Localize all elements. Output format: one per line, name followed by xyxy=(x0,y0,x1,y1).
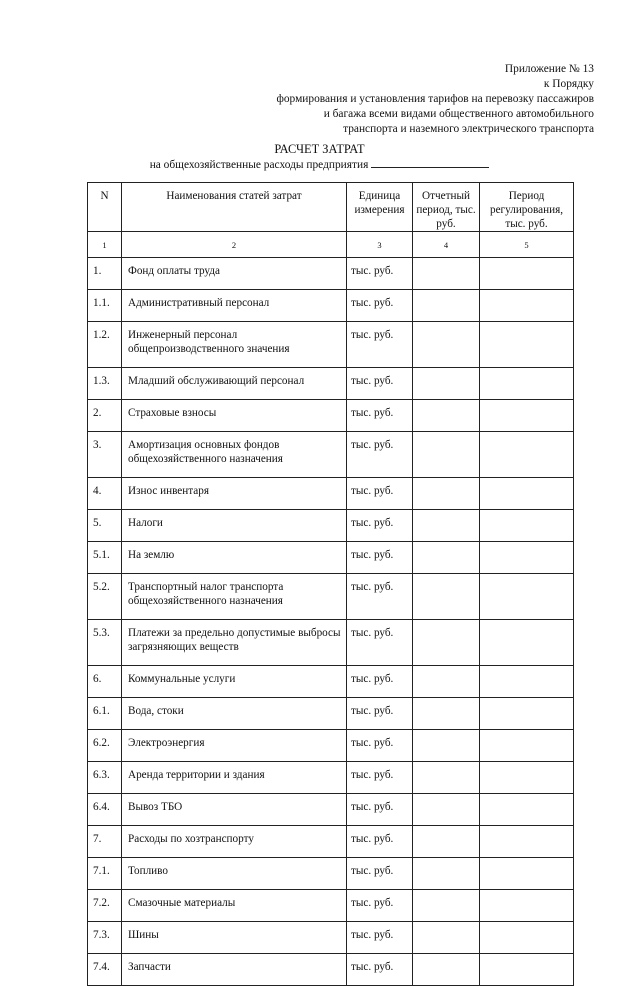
row-name: Топливо xyxy=(122,858,347,890)
row-number: 7.2. xyxy=(88,890,122,922)
row-number: 7. xyxy=(88,826,122,858)
row-reporting-value xyxy=(413,826,480,858)
column-number: 2 xyxy=(122,232,347,258)
table-row xyxy=(88,510,574,542)
table-row xyxy=(88,542,574,574)
row-regulation-value xyxy=(480,322,574,368)
row-reporting-value xyxy=(413,400,480,432)
cost-table xyxy=(87,182,574,986)
row-regulation-value xyxy=(480,620,574,666)
row-number: 7.1. xyxy=(88,858,122,890)
row-reporting-value xyxy=(413,542,480,574)
row-name: Страховые взносы xyxy=(122,400,347,432)
header-cell-name: Наименования статей затрат xyxy=(122,183,347,232)
row-regulation-value xyxy=(480,400,574,432)
row-reporting-value xyxy=(413,698,480,730)
table-row xyxy=(88,322,574,368)
row-reporting-value xyxy=(413,666,480,698)
row-unit: тыс. руб. xyxy=(347,762,413,794)
row-number: 1.3. xyxy=(88,368,122,400)
row-unit: тыс. руб. xyxy=(347,432,413,478)
subtitle-text: на общехозяйственные расходы предприятия xyxy=(149,159,369,171)
column-number: 5 xyxy=(480,232,574,258)
appendix-header xyxy=(276,62,594,137)
table-row xyxy=(88,826,574,858)
row-reporting-value xyxy=(413,510,480,542)
row-number: 4. xyxy=(88,478,122,510)
row-reporting-value xyxy=(413,258,480,290)
row-name: Вывоз ТБО xyxy=(122,794,347,826)
row-number: 6.4. xyxy=(88,794,122,826)
enterprise-blank-line xyxy=(371,157,489,168)
table-row xyxy=(88,794,574,826)
row-name: Смазочные материалы xyxy=(122,890,347,922)
header-line: Приложение № 13 xyxy=(504,63,594,75)
row-number: 7.3. xyxy=(88,922,122,954)
column-number-row xyxy=(88,232,574,258)
header-cell-n: N xyxy=(88,183,122,232)
row-unit: тыс. руб. xyxy=(347,322,413,368)
row-number: 7.4. xyxy=(88,954,122,986)
row-regulation-value xyxy=(480,730,574,762)
row-name: Коммунальные услуги xyxy=(122,666,347,698)
row-number: 5.2. xyxy=(88,574,122,620)
row-reporting-value xyxy=(413,954,480,986)
row-unit: тыс. руб. xyxy=(347,400,413,432)
row-unit: тыс. руб. xyxy=(347,922,413,954)
table-row xyxy=(88,258,574,290)
row-reporting-value xyxy=(413,322,480,368)
table-row xyxy=(88,432,574,478)
cost-table-body xyxy=(88,258,574,986)
row-regulation-value xyxy=(480,368,574,400)
row-number: 1.2. xyxy=(88,322,122,368)
row-regulation-value xyxy=(480,762,574,794)
row-number: 1.1. xyxy=(88,290,122,322)
header-cell-unit: Единица измерения xyxy=(347,183,413,232)
header-cell-reporting: Отчетный период, тыс. руб. xyxy=(413,183,480,232)
row-unit: тыс. руб. xyxy=(347,574,413,620)
column-number: 1 xyxy=(88,232,122,258)
row-reporting-value xyxy=(413,794,480,826)
row-regulation-value xyxy=(480,890,574,922)
row-name: Инженерный персонал общепроизводственного значения xyxy=(122,322,347,368)
table-row xyxy=(88,290,574,322)
table-row xyxy=(88,698,574,730)
row-unit: тыс. руб. xyxy=(347,890,413,922)
row-reporting-value xyxy=(413,922,480,954)
table-row xyxy=(88,400,574,432)
table-row xyxy=(88,620,574,666)
row-regulation-value xyxy=(480,258,574,290)
header-line: к Порядку xyxy=(543,78,594,90)
row-reporting-value xyxy=(413,290,480,322)
row-number: 5.3. xyxy=(88,620,122,666)
table-row xyxy=(88,730,574,762)
row-name: Налоги xyxy=(122,510,347,542)
row-unit: тыс. руб. xyxy=(347,954,413,986)
header-cell-regulation: Период регулирования, тыс. руб. xyxy=(480,183,574,232)
row-reporting-value xyxy=(413,762,480,794)
row-name: Расходы по хозтранспорту xyxy=(122,826,347,858)
row-reporting-value xyxy=(413,730,480,762)
row-name: Аренда территории и здания xyxy=(122,762,347,794)
table-header-row xyxy=(88,183,574,232)
row-regulation-value xyxy=(480,478,574,510)
row-regulation-value xyxy=(480,698,574,730)
column-number: 3 xyxy=(347,232,413,258)
row-number: 6.3. xyxy=(88,762,122,794)
row-reporting-value xyxy=(413,858,480,890)
table-row xyxy=(88,574,574,620)
row-unit: тыс. руб. xyxy=(347,826,413,858)
row-unit: тыс. руб. xyxy=(347,290,413,322)
row-name: На землю xyxy=(122,542,347,574)
row-regulation-value xyxy=(480,922,574,954)
row-unit: тыс. руб. xyxy=(347,542,413,574)
row-regulation-value xyxy=(480,666,574,698)
row-number: 3. xyxy=(88,432,122,478)
row-regulation-value xyxy=(480,542,574,574)
row-name: Износ инвентаря xyxy=(122,478,347,510)
row-number: 5. xyxy=(88,510,122,542)
row-name: Транспортный налог транспорта общехозяйственного назначения xyxy=(122,574,347,620)
table-row xyxy=(88,368,574,400)
document-title: РАСЧЕТ ЗАТРАТ xyxy=(274,142,365,156)
row-reporting-value xyxy=(413,620,480,666)
row-number: 1. xyxy=(88,258,122,290)
header-line: транспорта и наземного электрического транспорта xyxy=(343,123,594,135)
row-regulation-value xyxy=(480,510,574,542)
row-reporting-value xyxy=(413,478,480,510)
header-line: формирования и установления тарифов на перевозку пассажиров xyxy=(276,93,594,105)
row-regulation-value xyxy=(480,794,574,826)
table-row xyxy=(88,954,574,986)
row-number: 2. xyxy=(88,400,122,432)
row-unit: тыс. руб. xyxy=(347,510,413,542)
header-line: и багажа всеми видами общественного автомобильного xyxy=(323,108,594,120)
row-reporting-value xyxy=(413,574,480,620)
row-unit: тыс. руб. xyxy=(347,620,413,666)
table-row xyxy=(88,922,574,954)
row-unit: тыс. руб. xyxy=(347,698,413,730)
row-reporting-value xyxy=(413,432,480,478)
row-unit: тыс. руб. xyxy=(347,794,413,826)
row-regulation-value xyxy=(480,432,574,478)
table-row xyxy=(88,666,574,698)
row-unit: тыс. руб. xyxy=(347,258,413,290)
row-name: Амортизация основных фондов общехозяйственного назначения xyxy=(122,432,347,478)
row-reporting-value xyxy=(413,890,480,922)
row-number: 6.1. xyxy=(88,698,122,730)
row-number: 6.2. xyxy=(88,730,122,762)
row-name: Младший обслуживающий персонал xyxy=(122,368,347,400)
row-name: Платежи за предельно допустимые выбросы загрязняющих веществ xyxy=(122,620,347,666)
row-name: Электроэнергия xyxy=(122,730,347,762)
table-row xyxy=(88,890,574,922)
row-unit: тыс. руб. xyxy=(347,666,413,698)
row-regulation-value xyxy=(480,290,574,322)
row-number: 6. xyxy=(88,666,122,698)
row-name: Фонд оплаты труда xyxy=(122,258,347,290)
table-row xyxy=(88,762,574,794)
row-name: Вода, стоки xyxy=(122,698,347,730)
row-unit: тыс. руб. xyxy=(347,368,413,400)
row-name: Административный персонал xyxy=(122,290,347,322)
table-row xyxy=(88,858,574,890)
row-unit: тыс. руб. xyxy=(347,478,413,510)
column-number: 4 xyxy=(413,232,480,258)
row-regulation-value xyxy=(480,858,574,890)
row-regulation-value xyxy=(480,954,574,986)
row-name: Шины xyxy=(122,922,347,954)
row-unit: тыс. руб. xyxy=(347,730,413,762)
row-regulation-value xyxy=(480,574,574,620)
table-row xyxy=(88,478,574,510)
row-number: 5.1. xyxy=(88,542,122,574)
row-unit: тыс. руб. xyxy=(347,858,413,890)
document-subtitle xyxy=(0,157,639,173)
row-name: Запчасти xyxy=(122,954,347,986)
row-regulation-value xyxy=(480,826,574,858)
row-reporting-value xyxy=(413,368,480,400)
